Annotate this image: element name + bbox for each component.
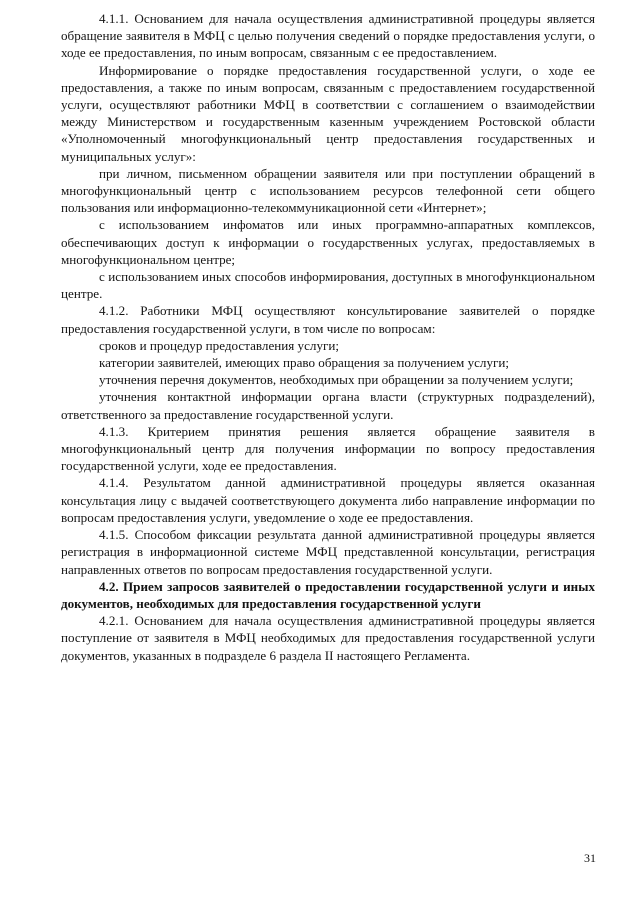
paragraph-personal-request: при личном, письменном обращении заявителя или при поступлении обращений в многофункциональный центр с использованием ресурсов телефонной сети общего пользования или информационно-телекоммуникационной сети «Интернет»; [61, 165, 595, 216]
section-heading-4-2: 4.2. Прием запросов заявителей о предоставлении государственной услуги и иных документов, необходимых для предоставления государственной услуги [61, 578, 595, 611]
paragraph-4-1-3: 4.1.3. Критерием принятия решения является обращение заявителя в многофункциональный центр для получения информации по вопросу предоставления государственной услуги, ходе ее предоставления. [61, 423, 595, 474]
paragraph-4-1-2: 4.1.2. Работники МФЦ осуществляют консультирование заявителей о порядке предоставления государственной услуги, в том числе по вопросам: [61, 303, 595, 336]
paragraph-contact-info: уточнения контактной информации органа власти (структурных подразделений), ответственного за предоставление государственной услуги. [61, 389, 595, 422]
document-page [61, 10, 595, 664]
page-number: 31 [584, 851, 596, 865]
paragraph-infomats: с использованием инфоматов или иных программно-аппаратных комплексов, обеспечивающих доступ к информации о государственных услугах, предоставляемых в многофункциональном центре; [61, 217, 595, 267]
paragraph-other-methods: с использованием иных способов информирования, доступных в многофункциональном центре. [61, 269, 595, 302]
paragraph-4-1-4: 4.1.4. Результатом данной административной процедуры является оказанная консультация лицу с выдачей соответствующего документа либо направление информации по вопросам предоставления услуги, уведомление о ходе ее предоставления. [61, 475, 595, 525]
paragraph-4-1-5: 4.1.5. Способом фиксации результата данной административной процедуры является регистрация в информационной системе МФЦ представленной консультации, регистрация направленных ответов по вопросам предоставления государственной услуги. [61, 527, 595, 577]
paragraph-documents-list: уточнения перечня документов, необходимых при обращении за получением услуги; [99, 372, 574, 388]
paragraph-terms: сроков и процедур предоставления услуги; [99, 337, 340, 353]
paragraph-4-2-1: 4.2.1. Основанием для начала осуществления административной процедуры является поступление от заявителя в МФЦ необходимых для предоставления государственной услуги документов, указанных в подразделе 6 раздела II настоящего Регламента. [61, 613, 595, 663]
paragraph-4-1-1: 4.1.1. Основанием для начала осуществления административной процедуры является обращение заявителя в МФЦ с целью получения сведений о порядке предоставления услуги, о ходе ее предоставления, по иным вопросам, связанным с ее предоставлением. [61, 11, 595, 61]
paragraph-informing: Информирование о порядке предоставления государственной услуги, о ходе ее предоставления, а также по иным вопросам, связанным с предоставлением государственной услуги, осуществляют работники МФЦ в соответствии с соглашением о взаимодействии между Министерством и государственным казенным учреждением Ростовской области «Уполномоченный многофункциональный центр предоставления государственных и муниципальных услуг»: [61, 62, 595, 164]
paragraph-categories: категории заявителей, имеющих право обращения за получением услуги; [99, 355, 510, 371]
